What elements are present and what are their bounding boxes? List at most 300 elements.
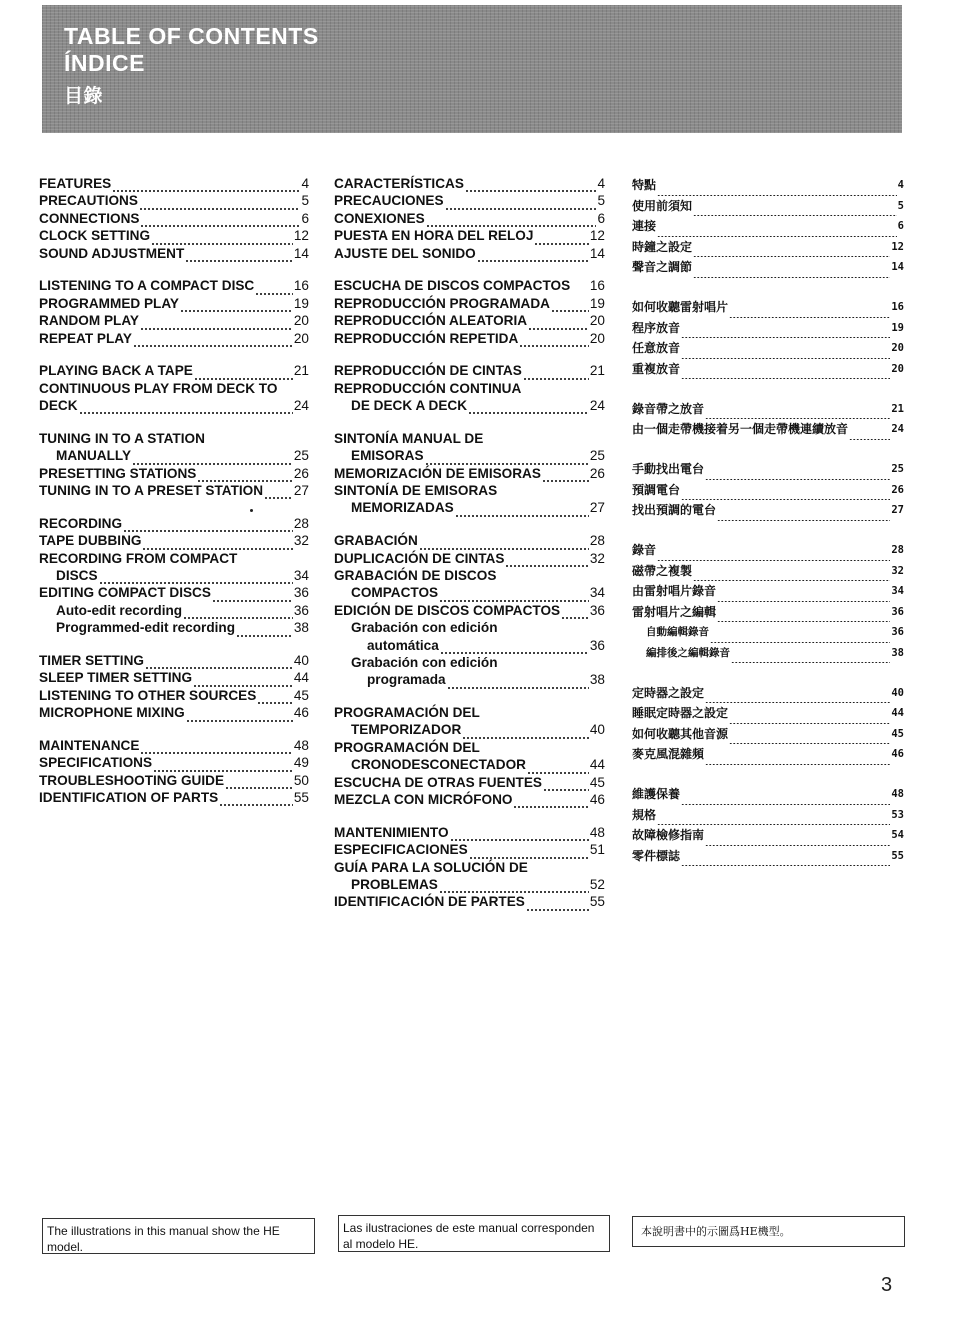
- dot-leader: [693, 242, 890, 257]
- toc-entry-page: 28: [891, 544, 904, 556]
- toc-entry-page: 38: [293, 620, 309, 636]
- dot-leader: [527, 759, 589, 774]
- toc-entry: [334, 567, 605, 584]
- toc-entry-title: 由雷射唱片錄音: [632, 584, 717, 598]
- toc-entry: [632, 540, 904, 561]
- toc-entry-page: 34: [589, 585, 605, 601]
- toc-entry-title: REPRODUCCIÓN REPETIDA: [334, 330, 519, 346]
- dot-leader: [657, 181, 897, 196]
- dot-leader: [681, 851, 890, 866]
- toc-entry: [39, 567, 309, 584]
- toc-entry-title: LISTENING TO OTHER SOURCES: [39, 687, 257, 703]
- toc-entry-title: 自動編輯錄音: [646, 626, 709, 638]
- dot-leader: [543, 776, 589, 791]
- dot-leader: [79, 399, 293, 414]
- toc-entry-title: PROGRAMACIÓN DEL: [334, 705, 480, 721]
- toc-entry: [334, 774, 605, 791]
- toc-entry: [334, 859, 605, 876]
- dot-leader: [729, 729, 890, 744]
- toc-entry-title: TEMPORIZADOR: [351, 722, 462, 738]
- toc-entry: [334, 532, 605, 549]
- dot-leader: [142, 535, 292, 550]
- toc-entry-title: TAPE DUBBING: [39, 533, 142, 549]
- toc-entry-title: MEMORIZACIÓN DE EMISORAS: [334, 465, 541, 481]
- toc-entry-page: 53: [891, 808, 904, 821]
- toc-entry-title: 麥克風混雜頻: [632, 747, 705, 761]
- toc-entry-title: 如何收聽其他音源: [632, 726, 729, 741]
- toc-entry: [39, 772, 309, 789]
- title-chinese: 目錄: [64, 86, 104, 107]
- toc-entry: [334, 671, 605, 688]
- toc-entry-title: GUÍA PARA LA SOLUCIÓN DE: [334, 859, 528, 875]
- toc-entry-page: 16: [891, 301, 904, 313]
- dot-leader: [465, 177, 597, 192]
- toc-entry: [334, 824, 605, 841]
- toc-entry-title: 使用前須知: [632, 198, 693, 213]
- toc-entry: [334, 756, 605, 773]
- toc-entry: [39, 465, 309, 482]
- toc-entry: [632, 825, 904, 846]
- toc-entry: [632, 561, 904, 582]
- toc-entry: [334, 175, 605, 192]
- dot-leader: [225, 774, 293, 789]
- toc-entry-title: MANTENIMIENTO: [334, 824, 449, 840]
- toc-entry-title: ESCUCHA DE DISCOS COMPACTOS: [334, 278, 571, 294]
- dot-leader: [255, 280, 293, 295]
- dot-leader: [717, 506, 890, 521]
- toc-entry-page: 14: [589, 245, 605, 261]
- toc-entry-page: 19: [891, 321, 904, 334]
- toc-entry-page: 54: [891, 829, 904, 841]
- toc-entry-page: 48: [891, 788, 904, 800]
- toc-entry: [632, 318, 904, 339]
- toc-entry-page: 4: [301, 175, 309, 191]
- toc-entry: [632, 196, 904, 217]
- dot-leader: [681, 485, 890, 500]
- toc-entry: [632, 581, 904, 602]
- toc-entry-title: 預調電台: [632, 482, 681, 497]
- dot-leader: [657, 546, 890, 561]
- toc-entry-page: 38: [589, 672, 605, 688]
- toc-entry-page: 26: [589, 465, 605, 481]
- toc-entry-page: 52: [589, 877, 605, 892]
- toc-entry: [632, 643, 904, 664]
- toc-entry-title: MEMORIZADAS: [351, 500, 454, 516]
- toc-entry-title: COMPACTOS: [351, 585, 439, 601]
- dot-leader: [513, 793, 588, 808]
- dot-leader: [112, 177, 300, 192]
- toc-entry-title: TUNING IN TO A PRESET STATION: [39, 483, 264, 499]
- toc-entry: [39, 584, 309, 601]
- toc-entry-page: 55: [891, 849, 904, 862]
- toc-entry-title: RECORDING FROM COMPACT: [39, 550, 238, 566]
- toc-entry: [334, 654, 605, 671]
- toc-entry: [334, 430, 605, 447]
- toc-entry: [39, 362, 309, 379]
- toc-entry: [334, 362, 605, 379]
- toc-entry: [39, 515, 309, 532]
- toc-entry: [334, 584, 605, 601]
- toc-entry-title: 手動找出電台: [632, 462, 705, 476]
- toc-entry-page: 20: [589, 313, 605, 329]
- toc-entry-page: 48: [293, 737, 309, 753]
- toc-entry-page: 6: [897, 220, 904, 232]
- toc-entry-title: CARACTERÍSTICAS: [334, 175, 464, 191]
- dot-leader: [528, 315, 589, 330]
- dot-leader: [717, 607, 890, 622]
- toc-entry-page: 40: [589, 722, 605, 738]
- toc-entry-title: Programmed-edit recording: [56, 620, 236, 636]
- toc-entry-page: 21: [891, 402, 904, 415]
- toc-entry: [632, 724, 904, 745]
- toc-entry-title: REPRODUCCIÓN PROGRAMADA: [334, 295, 550, 311]
- dot-leader: [445, 195, 597, 210]
- toc-entry-page: 16: [589, 278, 605, 294]
- dot-leader: [186, 707, 293, 722]
- toc-entry-page: 19: [589, 295, 605, 311]
- dot-leader: [705, 404, 890, 419]
- toc-entry-page: 36: [293, 602, 309, 618]
- toc-entry-page: 46: [891, 748, 904, 760]
- toc-entry: [632, 175, 904, 196]
- dot-leader: [705, 465, 890, 480]
- toc-entry-page: 21: [589, 363, 605, 379]
- dot-leader: [519, 332, 589, 347]
- toc-entry: [632, 480, 904, 501]
- toc-entry: [632, 459, 904, 480]
- toc-entry-page: 32: [891, 564, 904, 577]
- toc-entry-title: DE DECK A DECK: [351, 398, 468, 414]
- title-english: TABLE OF CONTENTS: [64, 23, 319, 49]
- toc-entry: [334, 227, 605, 244]
- toc-entry: [632, 237, 904, 258]
- toc-entry-title: MANUALLY: [56, 448, 132, 464]
- toc-entry-title: RANDOM PLAY: [39, 313, 139, 329]
- dot-leader: [523, 365, 589, 380]
- dot-leader: [717, 587, 890, 602]
- toc-entry: [39, 192, 309, 209]
- toc-entry-page: 25: [589, 448, 605, 464]
- toc-entry-page: 40: [293, 652, 309, 668]
- dot-leader: [526, 896, 589, 911]
- toc-entry: [632, 622, 904, 643]
- toc-entry-title: GRABACIÓN DE DISCOS: [334, 567, 497, 583]
- toc-entry-title: Auto-edit recording: [56, 602, 183, 618]
- toc-entry-title: PROGRAMACIÓN DEL: [334, 739, 480, 755]
- toc-entry-title: SPECIFICATIONS: [39, 755, 153, 771]
- toc-entry: [39, 669, 309, 686]
- toc-entry-title: ESCUCHA DE OTRAS FUENTES: [334, 774, 542, 790]
- toc-entry: [39, 277, 309, 294]
- dot-leader: [145, 654, 293, 669]
- toc-entry: [632, 216, 904, 237]
- toc-entry: [334, 380, 605, 397]
- toc-entry-page: 49: [293, 755, 309, 771]
- toc-entry-page: 26: [891, 483, 904, 496]
- dot-leader: [139, 195, 300, 210]
- toc-entry-page: 24: [589, 398, 605, 414]
- dot-leader: [849, 425, 890, 440]
- toc-entry-title: REPRODUCCIÓN ALEATORIA: [334, 313, 528, 329]
- toc-entry-page: 20: [589, 330, 605, 346]
- dot-leader: [505, 552, 588, 567]
- toc-entry-title: 故障檢修指南: [632, 828, 705, 842]
- toc-entry-page: 16: [293, 278, 309, 294]
- dot-leader: [439, 878, 589, 893]
- toc-column-english: [39, 175, 309, 806]
- toc-entry-page: 24: [293, 398, 309, 414]
- toc-entry: [39, 704, 309, 721]
- dot-leader: [705, 750, 890, 765]
- toc-entry-page: 27: [293, 483, 309, 499]
- toc-entry-title: SOUND ADJUSTMENT: [39, 245, 185, 261]
- note-english: The illustrations in this manual show the HE model.: [42, 1218, 315, 1254]
- toc-entry-title: EMISORAS: [351, 448, 424, 464]
- toc-entry-title: REPRODUCCIÓN CONTINUA: [334, 380, 522, 396]
- toc-entry: [39, 210, 309, 227]
- toc-entry-title: 時鐘之設定: [632, 239, 693, 254]
- toc-entry-title: Grabación con edición: [351, 654, 498, 670]
- toc-entry-title: DECK: [39, 398, 78, 414]
- toc-entry-page: 20: [891, 342, 904, 354]
- dot-leader: [140, 212, 300, 227]
- toc-entry: [334, 550, 605, 567]
- toc-entry-page: 44: [891, 707, 904, 719]
- dot-leader: [447, 674, 589, 689]
- toc-entry-title: SLEEP TIMER SETTING: [39, 670, 193, 686]
- toc-entry-title: AJUSTE DEL SONIDO: [334, 245, 476, 261]
- toc-entry-page: 36: [589, 637, 605, 653]
- toc-entry-title: PRECAUCIONES: [334, 193, 444, 209]
- toc-entry-title: ESPECIFICACIONES: [334, 842, 468, 858]
- toc-entry: [334, 704, 605, 721]
- toc-entry-page: 14: [293, 245, 309, 261]
- toc-entry-title: 規格: [632, 807, 657, 822]
- toc-entry-title: 程序放音: [632, 320, 681, 335]
- dot-leader: [542, 467, 589, 482]
- toc-entry-title: Grabación con edición: [351, 620, 498, 636]
- toc-entry: [334, 397, 605, 414]
- toc-entry-title: EDICIÓN DE DISCOS COMPACTOS: [334, 602, 561, 618]
- toc-entry-title: 磁帶之複製: [632, 563, 693, 578]
- toc-entry-page: 45: [589, 774, 605, 790]
- toc-entry-title: TIMER SETTING: [39, 652, 144, 668]
- toc-entry-page: 5: [597, 193, 605, 209]
- toc-entry: [39, 312, 309, 329]
- toc-entry: [39, 245, 309, 262]
- toc-entry: [334, 876, 605, 893]
- toc-entry: [632, 744, 904, 765]
- dot-leader: [123, 517, 293, 532]
- toc-entry-page: 12: [891, 240, 904, 253]
- toc-entry-title: CLOCK SETTING: [39, 228, 151, 244]
- toc-entry-title: 錄音帶之放音: [632, 401, 705, 416]
- toc-entry-page: 20: [293, 330, 309, 346]
- toc-entry-title: 由一個走帶機接着另一個走帶機連續放音: [632, 422, 849, 436]
- toc-entry: [39, 227, 309, 244]
- toc-entry-page: 20: [293, 313, 309, 329]
- toc-entry-page: 5: [897, 199, 904, 212]
- toc-entry: [632, 257, 904, 278]
- dot-leader: [731, 648, 890, 663]
- toc-entry-page: 48: [589, 824, 605, 840]
- toc-entry-title: PROBLEMAS: [351, 877, 438, 892]
- toc-entry-page: 46: [589, 792, 605, 808]
- dot-leader: [185, 247, 293, 262]
- toc-entry: [39, 330, 309, 347]
- dot-leader: [219, 791, 293, 806]
- toc-entry: [334, 295, 605, 312]
- toc-entry: [334, 192, 605, 209]
- toc-entry: [39, 687, 309, 704]
- dot-leader: [657, 222, 897, 237]
- toc-entry-page: 45: [891, 727, 904, 740]
- dot-leader: [183, 604, 293, 619]
- toc-entry-title: automática: [367, 637, 439, 653]
- dot-leader: [193, 672, 293, 687]
- toc-entry-title: MEZCLA CON MICRÓFONO: [334, 792, 513, 808]
- toc-entry-title: 雷射唱片之編輯: [632, 604, 717, 619]
- toc-entry: [632, 683, 904, 704]
- note-chinese: 本說明書中的示圖爲HE機型。: [632, 1216, 905, 1247]
- toc-entry-page: 32: [293, 533, 309, 549]
- toc-entry-title: PRESETTING STATIONS: [39, 465, 197, 481]
- toc-entry: [39, 175, 309, 192]
- toc-entry-page: 12: [293, 228, 309, 244]
- toc-entry-title: MICROPHONE MIXING: [39, 705, 185, 721]
- toc-entry: [632, 297, 904, 318]
- dot-leader: [132, 450, 293, 465]
- toc-entry-page: 25: [891, 463, 904, 475]
- toc-entry-page: 32: [589, 550, 605, 566]
- toc-column-chinese: [632, 175, 904, 866]
- toc-entry: [39, 652, 309, 669]
- toc-entry-title: 聲音之調節: [632, 260, 693, 274]
- toc-entry-title: 維護保養: [632, 787, 681, 801]
- toc-entry: [39, 397, 309, 414]
- dot-leader: [450, 826, 589, 841]
- toc-entry-title: PUESTA EN HORA DEL RELOJ: [334, 228, 534, 244]
- dot-leader: [264, 484, 293, 499]
- toc-entry-page: 34: [891, 585, 904, 597]
- toc-entry-title: DISCS: [56, 567, 98, 583]
- print-speck: [250, 509, 253, 512]
- toc-entry: [334, 482, 605, 499]
- dot-leader: [681, 790, 890, 805]
- toc-entry-page: 40: [891, 686, 904, 699]
- toc-entry-title: 編排後之編輯錄音: [646, 646, 730, 659]
- toc-entry-title: PROGRAMMED PLAY: [39, 295, 179, 311]
- toc-entry-page: 55: [293, 790, 309, 806]
- dot-leader: [180, 297, 293, 312]
- toc-entry-title: CONEXIONES: [334, 210, 425, 226]
- toc-entry: [632, 846, 904, 867]
- dot-leader: [99, 569, 293, 584]
- toc-entry: [632, 602, 904, 623]
- dot-leader: [194, 365, 293, 380]
- toc-entry: [334, 210, 605, 227]
- toc-entry: [39, 532, 309, 549]
- dot-leader: [257, 689, 293, 704]
- toc-entry-page: 44: [293, 670, 309, 686]
- toc-entry: [632, 419, 904, 440]
- toc-entry-page: 5: [301, 193, 309, 209]
- toc-entry-page: 26: [293, 465, 309, 481]
- toc-entry: [39, 602, 309, 619]
- dot-leader: [477, 247, 589, 262]
- toc-entry-page: 45: [293, 687, 309, 703]
- toc-entry: [632, 359, 904, 380]
- dot-leader: [151, 230, 293, 245]
- dot-leader: [426, 212, 597, 227]
- toc-entry-title: DUPLICACIÓN DE CINTAS: [334, 550, 505, 566]
- dot-leader: [657, 810, 890, 825]
- toc-entry: [334, 447, 605, 464]
- toc-entry-page: 4: [897, 179, 904, 191]
- toc-entry-title: TROUBLESHOOTING GUIDE: [39, 772, 225, 788]
- toc-entry-page: 27: [589, 500, 605, 516]
- toc-entry-page: 50: [293, 772, 309, 788]
- toc-entry: [39, 430, 309, 447]
- dot-leader: [571, 280, 589, 295]
- dot-leader: [197, 467, 293, 482]
- toc-entry: [39, 447, 309, 464]
- toc-entry-page: 36: [891, 626, 904, 638]
- toc-entry-title: 特點: [632, 178, 657, 192]
- toc-entry-title: 零件標誌: [632, 848, 681, 863]
- toc-entry-page: 28: [589, 533, 605, 549]
- toc-entry: [632, 703, 904, 724]
- toc-entry-title: programada: [367, 672, 446, 688]
- header-banner: [42, 5, 902, 133]
- toc-entry-page: 19: [293, 295, 309, 311]
- toc-entry-title: IDENTIFICACIÓN DE PARTES: [334, 894, 525, 910]
- toc-entry: [334, 637, 605, 654]
- dot-leader: [140, 739, 292, 754]
- dot-leader: [212, 587, 293, 602]
- toc-entry-title: SINTONÍA DE EMISORAS: [334, 483, 498, 499]
- toc-entry: [632, 500, 904, 521]
- toc-entry: [334, 619, 605, 636]
- toc-entry: [334, 499, 605, 516]
- toc-entry: [39, 550, 309, 567]
- dot-leader: [681, 364, 890, 379]
- toc-entry-title: 任意放音: [632, 341, 681, 355]
- dot-leader: [440, 639, 589, 654]
- dot-leader: [729, 709, 890, 724]
- toc-entry-title: MAINTENANCE: [39, 737, 140, 753]
- toc-entry-title: PRECAUTIONS: [39, 193, 138, 209]
- toc-entry-title: SINTONÍA MANUAL DE: [334, 430, 484, 446]
- toc-entry-title: RECORDING: [39, 515, 123, 531]
- toc-entry-page: 34: [293, 567, 309, 583]
- toc-entry-page: 6: [597, 210, 605, 226]
- toc-entry-title: REPRODUCCIÓN DE CINTAS: [334, 363, 522, 379]
- toc-entry: [334, 791, 605, 808]
- toc-entry-page: 24: [891, 423, 904, 435]
- toc-entry-page: 20: [891, 362, 904, 375]
- toc-entry: [39, 295, 309, 312]
- dot-leader: [469, 844, 589, 859]
- dot-leader: [705, 831, 890, 846]
- toc-entry-page: 28: [293, 515, 309, 531]
- toc-entry: [632, 805, 904, 826]
- toc-entry: [334, 330, 605, 347]
- toc-entry-title: 如何收聽雷射唱片: [632, 300, 729, 314]
- dot-leader: [534, 230, 588, 245]
- toc-entry: [39, 737, 309, 754]
- toc-entry-title: 連接: [632, 219, 657, 233]
